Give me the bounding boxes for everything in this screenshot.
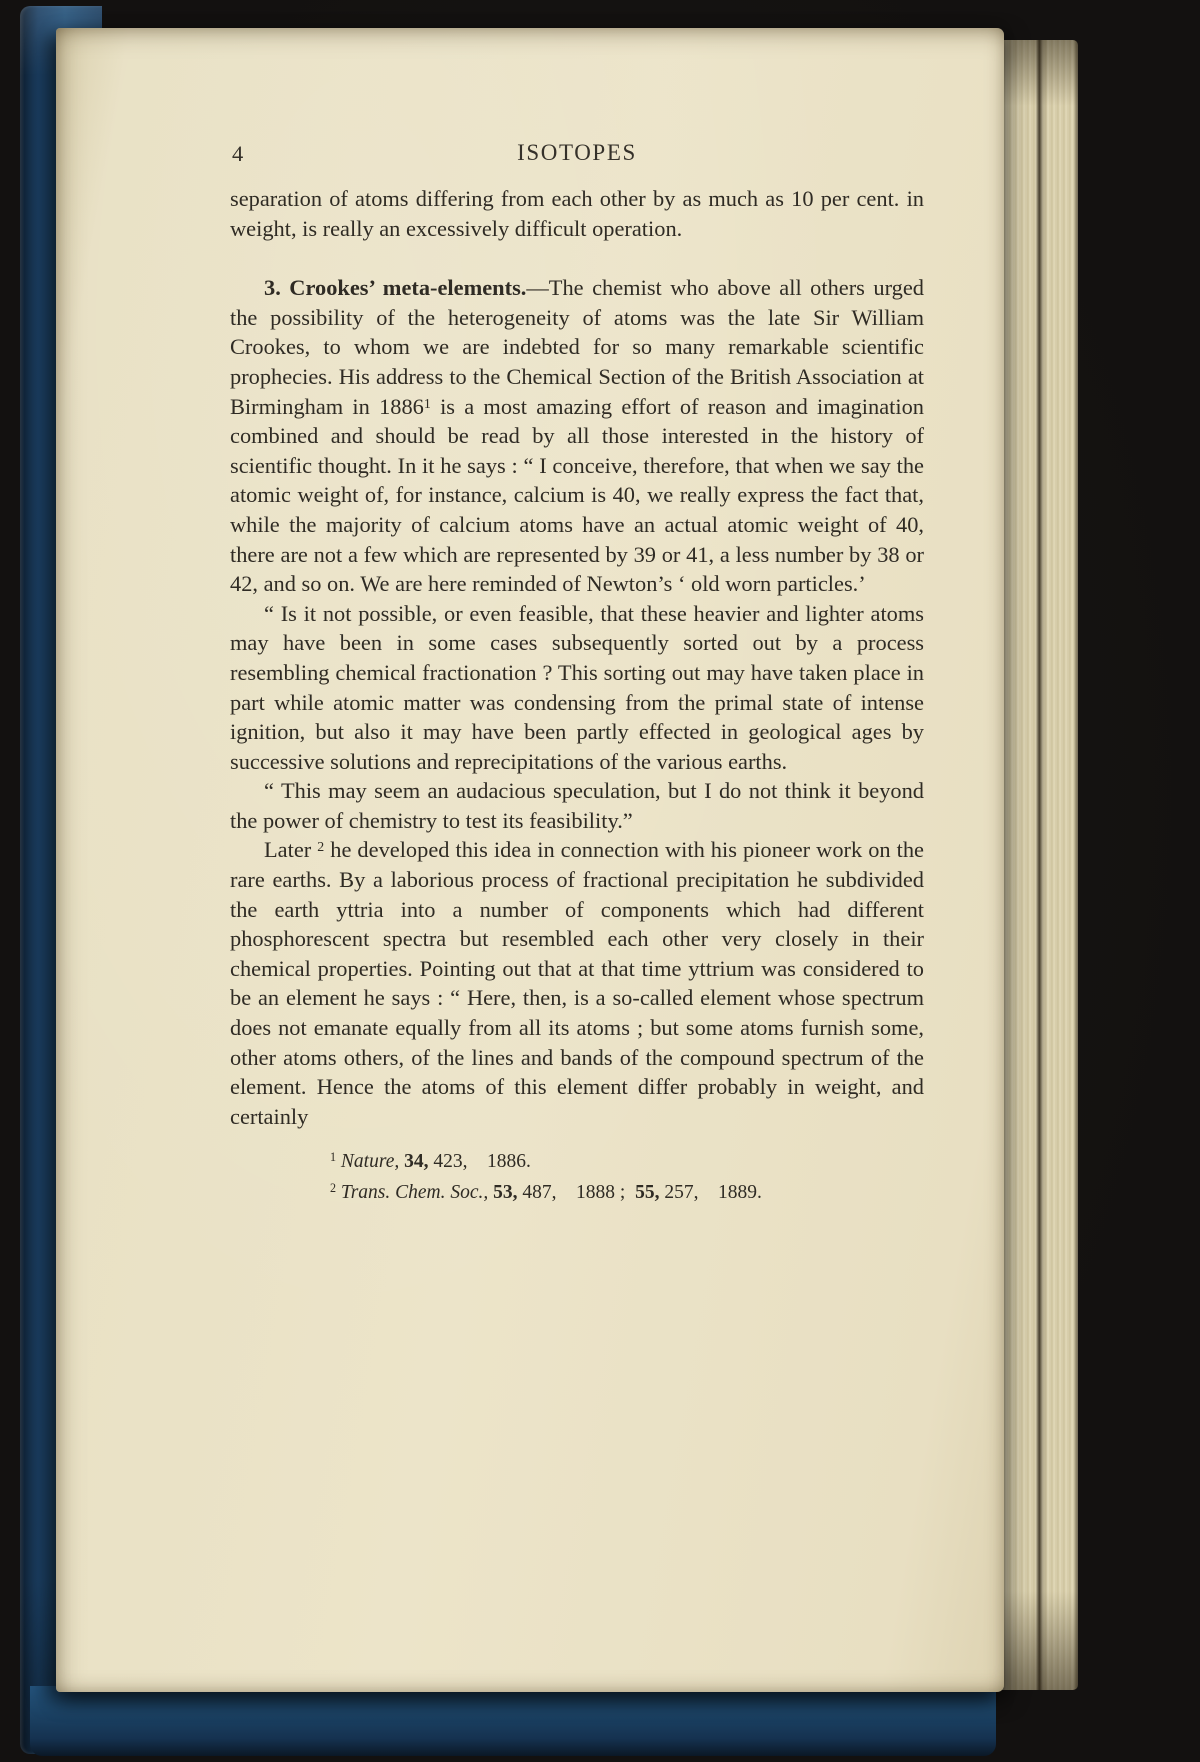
text-segment: 3. Crookes’ meta-elements. (264, 275, 527, 301)
paragraph (230, 184, 924, 243)
page-header (230, 140, 924, 166)
paragraph (230, 599, 924, 777)
page-body (230, 184, 924, 1208)
text-segment: 53, (493, 1182, 518, 1204)
text-segment: Nature, (340, 1151, 400, 1173)
paragraph (230, 835, 924, 1131)
paragraph (230, 273, 924, 599)
text-segment: 423, 1886. (428, 1151, 531, 1173)
text-segment: 1 (330, 1150, 337, 1165)
text-segment: Trans. Chem. Soc., (340, 1182, 489, 1204)
text-segment: 34, (404, 1151, 429, 1173)
text-segment: he developed this idea in connection with his pioneer work on the rare earths. By a laborious process of fractional precipitation he subdivided the earth yttria into a number of components which had different phosphorescent spectra but resembled each other very closely in their chemical properties. Pointing out that at that time yttrium was considered to be an element he says : “ Here, then, is a so-called element whose spectrum does not emanate equally from all its atoms ; but some atoms furnish some, other atoms others, of the lines and bands of the compound spectrum of the element. Hence the atoms of this element differ probably in weight, and certainly (230, 837, 925, 1129)
text-segment: 55, (635, 1182, 660, 1204)
book-page (56, 28, 1004, 1692)
footnotes (230, 1146, 924, 1208)
text-segment: 257, 1889. (659, 1182, 762, 1204)
text-segment: “ Is it not possible, or even feasible, that these heavier and lighter atoms may have been in some cases subsequently sorted out by a process resembling chemical fractionation ? This sorting out may have taken place in part while atomic matter was condensing from the primal state of intense ignition, but also it may have been partly effected in geological ages by successive solutions and reprecipitations of the various earths. (230, 600, 924, 774)
text-segment: “ This may seem an audacious speculation, but I do not think it beyond the power of chemistry to test its feasibility.” (230, 778, 924, 833)
running-head: ISOTOPES (517, 140, 637, 165)
text-segment: —The chemist who above all others urged the possibility of the heterogeneity of atoms was the late Sir William Crookes, to whom we are indebted for so many remarkable scientific prophecies. His address to the Chemical Section of the British Association at Birmingham in 1886 (230, 275, 924, 419)
book-cover-bottom-edge (30, 1686, 996, 1756)
paragraph (230, 776, 924, 835)
text-segment: 487, 1888 ; (517, 1182, 636, 1204)
page-number: 4 (232, 141, 244, 166)
text-segment: 1 (423, 396, 431, 412)
page-fore-edges (1002, 40, 1078, 1690)
footnote (330, 1146, 924, 1177)
text-segment: 2 (330, 1181, 337, 1196)
text-segment: is a most amazing effort of reason and imagination combined and should be read by all those interested in the history of scientific thought. In it he says : “ I conceive, therefore, that when we say the atomic weight of, for instance, calcium is 40, we really express the fact that, while the majority of calcium atoms have an actual atomic weight of 40, there are not a few which are represented by 39 or 41, a less number by 38 or 42, and so on. We are here reminded of Newton’s ‘ old worn particles.’ (230, 393, 924, 597)
footnote (330, 1177, 924, 1208)
text-segment: separation of atoms differing from each other by as much as 10 per cent. in weight, is really an excessively difficult operation. (230, 186, 924, 241)
text-segment: Later (264, 837, 318, 863)
text-segment: 2 (317, 840, 325, 856)
